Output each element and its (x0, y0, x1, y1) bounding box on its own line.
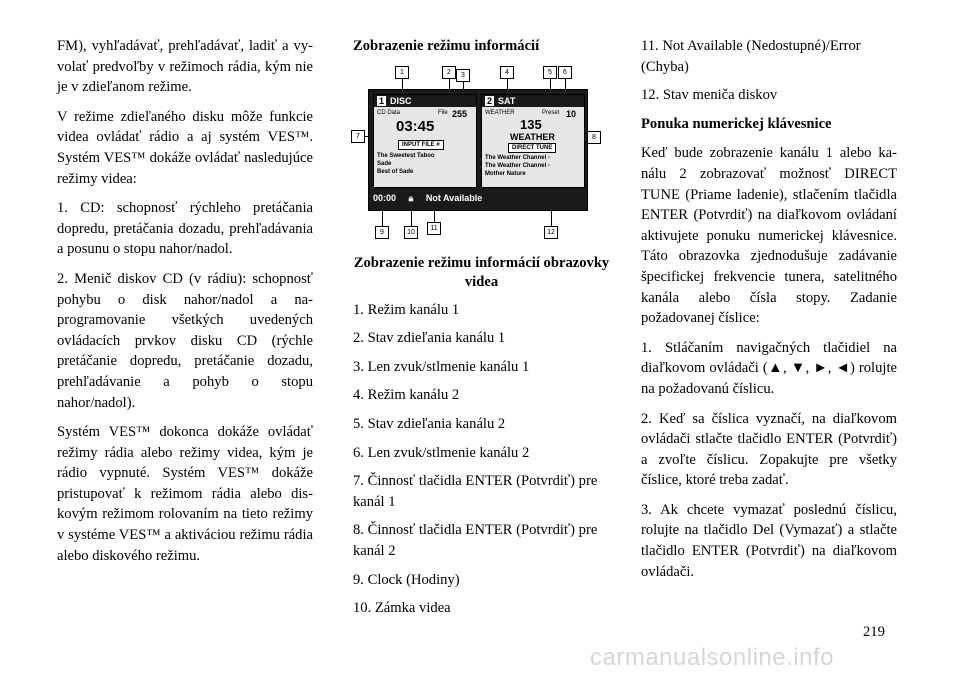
paragraph: Systém VES™ dokonca dokáže ovládať režimy rádia alebo režimy videa, kým je rádio vypnuté. Systém VES™ dokáže pristupovať k režimom rádia alebo diskovým režimom rolovaním na tieto režimy v systéme VES™ a aktiváciou režimu rádia alebo diskového režimu. (57, 424, 313, 564)
list-item: 7. Činnosť tlačidla ENTER (Potvrdiť) pre kanál 1 (353, 473, 598, 510)
file-number: 255 (452, 108, 468, 119)
list-item: 5. Stav zdieľania kanálu 2 (353, 415, 506, 432)
input-file-box: INPUT FILE # (398, 140, 444, 150)
list-item: The Weather Channel - (485, 162, 550, 169)
list-item: The Sweetest Taboo (377, 152, 435, 159)
paragraph: 2. Menič diskov CD (v rádiu): schopnosť pohybu o disk nahor/nadol a naprogramovanie všetkých uvedených ovládacích prvkov disku CD (rýchle pretáčanie dopredu, pretáčanie dozadu, prehľadávanie a pohyb o stopu nahor/nadol). (57, 270, 313, 411)
column-left (57, 36, 313, 575)
channel-2-header (482, 95, 584, 107)
figure-caption: Zobrazenie režimu informácií obrazovky videa (353, 254, 610, 290)
clock: 00:00 (373, 192, 397, 203)
not-available-text: Not Available (425, 192, 483, 203)
video-screen (368, 89, 588, 211)
paragraph: V režime zdieľaného disku môže funkcie videa ovládať rádio a aj systém VES™. Systém VES™ dokáže ovládať nasledujúce režimy videa: (57, 108, 313, 187)
callout-9: 9 (375, 226, 389, 239)
callout-8: 8 (587, 131, 601, 144)
list-item: 10. Zámka videa (353, 600, 451, 617)
callout-10: 10 (404, 226, 418, 239)
list-item: 12. Stav meniča diskov (641, 87, 778, 104)
callout-6: 6 (558, 66, 572, 79)
preset-label: Preset (542, 109, 560, 116)
channel-name: WEATHER (510, 131, 555, 142)
paragraph: 1. CD: schopnosť rýchleho pretáčania dopredu, pretáčania dozadu, prehľadávania a posunu o stopu nahor/nadol. (57, 200, 313, 258)
track-time: 03:45 (396, 117, 435, 135)
callout-2: 2 (442, 66, 456, 79)
info-screen-figure (351, 66, 611, 248)
section-heading: Zobrazenie režimu informácií (353, 38, 540, 54)
watermark: carmanualsonline.info (590, 644, 834, 671)
channel-2-pane (481, 94, 585, 188)
channel-1-header (374, 95, 476, 107)
channel-number-big: 135 (520, 116, 542, 132)
list-item: Mother Nature (485, 170, 526, 177)
channel-number: 1 (379, 95, 385, 106)
list-item: 4. Režim kanálu 2 (353, 387, 460, 404)
column-middle (353, 36, 610, 627)
section-heading: Ponuka numerickej klávesnice (641, 115, 832, 132)
list-item: Sade (377, 160, 392, 167)
preset-number: 10 (566, 108, 577, 119)
callout-1: 1 (395, 66, 409, 79)
column-right (641, 36, 897, 591)
callout-7: 7 (351, 130, 365, 143)
callout-3: 3 (456, 69, 470, 82)
list-item: 2. Stav zdieľania kanálu 1 (353, 330, 506, 347)
channel-mode: SAT (498, 95, 516, 106)
callout-5: 5 (543, 66, 557, 79)
channel-number: 2 (487, 95, 493, 106)
list-item: 6. Len zvuk/stlmenie kanálu 2 (353, 444, 530, 461)
lock-icon: 🔒︎ (408, 192, 414, 203)
callout-12: 12 (544, 226, 558, 239)
list-item: Best of Sade (377, 168, 414, 175)
direct-tune-box: DIRECT TUNE (508, 143, 556, 153)
paragraph: 1. Stláčaním navigačných tlačidiel na diaľkovom ovládači (▲, ▼, ►, ◄) rolujte na požadovanú číslicu. (641, 339, 897, 397)
list-item: 8. Činnosť tlačidla ENTER (Potvrdiť) pre kanál 2 (353, 522, 598, 559)
list-item: 9. Clock (Hodiny) (353, 571, 460, 588)
channel-mode: DISC (390, 95, 412, 106)
list-item: 11. Not Available (Nedostupné)/Error (Chyba) (641, 38, 861, 75)
list-item: 1. Režim kanálu 1 (353, 301, 460, 318)
callout-11: 11 (427, 222, 441, 235)
list-item: 3. Len zvuk/stlmenie kanálu 1 (353, 358, 530, 375)
channel-1-pane (373, 94, 477, 188)
paragraph: 2. Keď sa číslica vyznačí, na diaľkovom ovládači stlačte tlačidlo ENTER (Potvrdiť) a zvoľte číslicu. Zopakujte pre všetky číslice, ktoré treba zadať. (641, 410, 897, 489)
paragraph: 3. Ak chcete vymazať poslednú číslicu, rolujte na tlačidlo Del (Vymazať) a stlačte tlačidlo ENTER (Potvrdiť) na diaľkovom ovládači. (641, 501, 897, 580)
page-number: 219 (863, 624, 885, 640)
status-bar (373, 191, 583, 205)
callout-4: 4 (500, 66, 514, 79)
weather-label: WEATHER (485, 109, 515, 116)
file-label: File (438, 109, 448, 116)
paragraph: Keď bude zobrazenie kanálu 1 alebo kanálu 2 zobrazovať možnosť DIRECT TUNE (Priame ladenie), stlačením tlačidla ENTER (Potvrdiť) na diaľkovom ovládaní aktivujete ponuku numerickej klávesnice. Táto obrazovka zjednodušuje zadávanie špecifickej frekvencie tunera, satelitného kanála alebo čísla stopy. Zadanie požadovanej číslice: (641, 145, 897, 327)
list-item: The Weather Channel - (485, 154, 550, 161)
cd-data-label: CD Data (377, 109, 401, 116)
paragraph: FM), vyhľadávať, prehľadávať, ladiť a vyvolať predvoľby v režimoch rádia, kým nie je v zdieľanom režime. (57, 38, 313, 96)
